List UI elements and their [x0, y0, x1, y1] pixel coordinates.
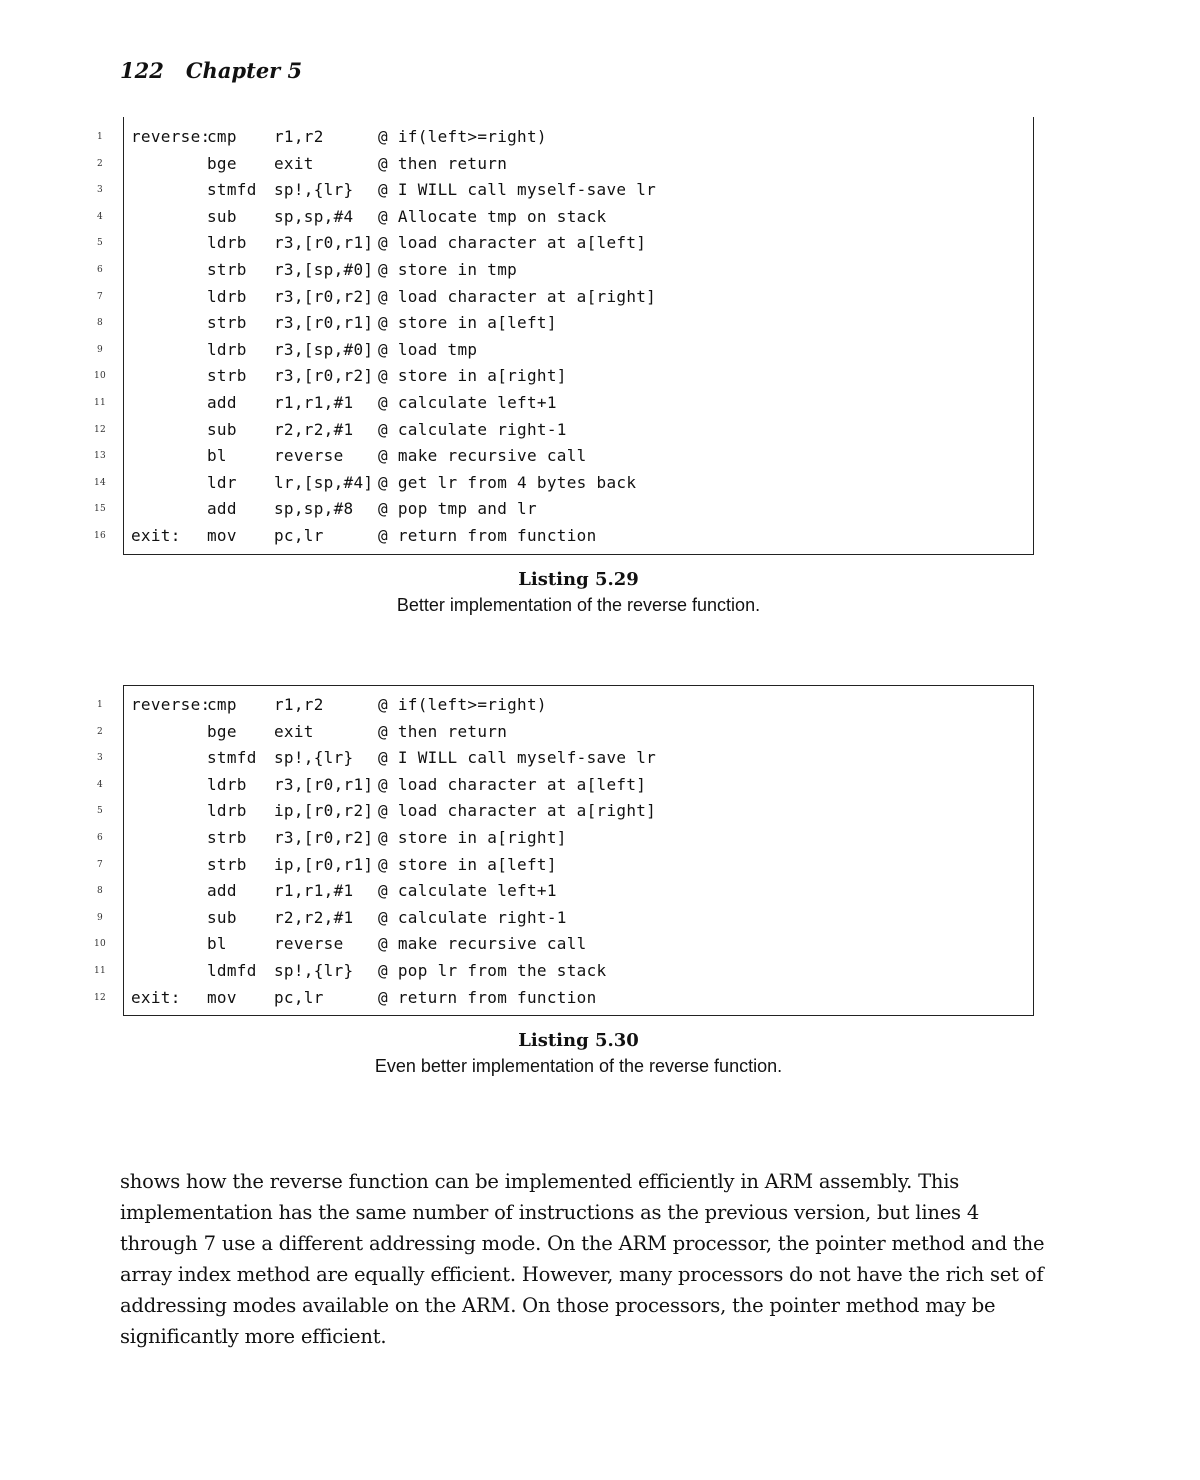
code-comment: @ Allocate tmp on stack	[378, 206, 607, 226]
code-opcode: mov	[207, 525, 237, 545]
code-comment: @ get lr from 4 bytes back	[378, 472, 637, 492]
code-operands: r3,[r0,r1]	[274, 313, 374, 333]
line-number: 7	[96, 859, 104, 870]
code-line	[96, 825, 1033, 852]
code-comment: @ pop lr from the stack	[378, 960, 607, 980]
code-operands: r1,r1,#1	[274, 881, 354, 901]
code-opcode: strb	[207, 854, 247, 874]
code-operands: r3,[sp,#0]	[274, 339, 374, 359]
line-number: 11	[93, 965, 107, 976]
code-opcode: strb	[207, 827, 247, 847]
code-operands: r3,[r0,r1]	[274, 774, 374, 794]
code-line	[96, 772, 1033, 799]
code-line	[96, 151, 1033, 178]
line-number: 8	[96, 886, 104, 897]
code-line	[96, 230, 1033, 257]
running-head	[120, 58, 302, 83]
code-opcode: sub	[207, 206, 237, 226]
code-opcode: bge	[207, 153, 237, 173]
code-comment: @ store in a[right]	[378, 827, 567, 847]
code-line	[96, 745, 1033, 772]
code-comment: @ then return	[378, 153, 508, 173]
caption-title: Listing 5.30	[518, 1030, 639, 1052]
line-number: 4	[96, 211, 104, 222]
code-line	[96, 878, 1033, 905]
code-line	[96, 310, 1033, 337]
code-comment: @ load tmp	[378, 339, 478, 359]
code-operands: reverse	[274, 934, 344, 954]
code-operands: sp,sp,#8	[274, 499, 354, 519]
code-opcode: stmfd	[207, 180, 257, 200]
code-listing	[90, 685, 1038, 1079]
code-comment: @ store in tmp	[378, 259, 518, 279]
line-number: 6	[96, 264, 104, 275]
code-line	[93, 496, 1033, 523]
code-opcode: ldrb	[207, 339, 247, 359]
code-operands: r3,[sp,#0]	[274, 259, 374, 279]
line-number: 15	[93, 504, 107, 515]
code-line	[93, 931, 1033, 958]
code-opcode: strb	[207, 366, 247, 386]
code-line	[96, 177, 1033, 204]
code-box	[93, 685, 1034, 1016]
code-line	[96, 798, 1033, 825]
code-operands: ip,[r0,r2]	[274, 801, 374, 821]
line-number: 3	[96, 185, 104, 196]
code-comment: @ then return	[378, 721, 508, 741]
code-comment: @ if(left>=right)	[378, 127, 547, 146]
code-comment: @ calculate left+1	[378, 392, 557, 412]
code-opcode: strb	[207, 259, 247, 279]
chapter-title: Chapter 5	[185, 58, 303, 83]
code-operands: r3,[r0,r2]	[274, 286, 374, 306]
code-operands: exit	[274, 153, 314, 173]
line-number: 7	[96, 291, 104, 302]
code-operands: exit	[274, 721, 314, 741]
code-operands: sp!,{lr}	[274, 960, 354, 980]
code-comment: @ calculate left+1	[378, 881, 557, 901]
line-number: 3	[96, 753, 104, 764]
code-comment: @ make recursive call	[378, 934, 587, 954]
code-opcode: bl	[207, 446, 227, 466]
code-label: exit:	[131, 987, 181, 1007]
line-number: 16	[93, 530, 107, 541]
code-line	[96, 284, 1033, 311]
line-number: 5	[96, 238, 104, 249]
line-number: 2	[96, 158, 104, 169]
code-opcode: ldmfd	[207, 960, 257, 980]
code-operands: ip,[r0,r1]	[274, 854, 374, 874]
line-number: 13	[93, 451, 107, 462]
code-opcode: strb	[207, 313, 247, 333]
code-opcode: ldrb	[207, 286, 247, 306]
line-number: 1	[96, 132, 104, 142]
code-operands: r1,r2	[274, 127, 324, 146]
code-opcode: sub	[207, 907, 237, 927]
code-opcode: add	[207, 881, 237, 901]
code-comment: @ store in a[left]	[378, 313, 557, 333]
code-opcode: ldrb	[207, 801, 247, 821]
caption-text: Even better implementation of the reverse function.	[374, 1056, 783, 1077]
code-operands: sp!,{lr}	[274, 180, 354, 200]
caption-title: Listing 5.29	[518, 568, 639, 590]
code-listing	[90, 117, 1038, 618]
code-opcode: bl	[207, 934, 227, 954]
code-operands: r1,r1,#1	[274, 392, 354, 412]
listing-caption	[123, 568, 1034, 618]
code-comment: @ I WILL call myself-save lr	[378, 180, 657, 200]
code-comment: @ load character at a[left]	[378, 774, 647, 794]
code-line	[96, 692, 1033, 719]
code-comment: @ make recursive call	[378, 446, 587, 466]
code-opcode: ldrb	[207, 774, 247, 794]
code-operands: r2,r2,#1	[274, 907, 354, 927]
code-line	[96, 905, 1033, 932]
line-number: 4	[96, 779, 104, 790]
code-line	[96, 124, 1033, 151]
code-line	[96, 204, 1033, 231]
caption-text: Better implementation of the reverse function.	[396, 594, 761, 615]
body-paragraph: shows how the reverse function can be implemented efficiently in ARM assembly. This implementation has the same number of instructions as the previous version, but lines 4 through 7 use a different addressing mode. On the ARM processor, the pointer method and the array index method are equally efficient. However, many processors do not have the rich set of addressing modes available on the ARM. On those processors, the pointer method may be significantly more efficient.	[120, 1170, 1045, 1348]
line-number: 1	[96, 700, 104, 710]
code-line	[93, 443, 1033, 470]
code-line	[93, 523, 1033, 550]
code-opcode: cmp	[207, 127, 237, 146]
code-opcode: add	[207, 499, 237, 519]
code-comment: @ calculate right-1	[378, 419, 567, 439]
code-comment: @ pop tmp and lr	[378, 499, 537, 519]
code-opcode: mov	[207, 987, 237, 1007]
page-number: 122	[120, 58, 164, 83]
code-label: reverse:	[131, 695, 211, 714]
code-line	[93, 390, 1033, 417]
line-number: 2	[96, 726, 104, 737]
code-comment: @ return from function	[378, 987, 597, 1007]
code-operands: pc,lr	[274, 525, 324, 545]
code-opcode: bge	[207, 721, 237, 741]
line-number: 10	[93, 939, 107, 950]
line-number: 8	[96, 318, 104, 329]
code-opcode: ldr	[207, 472, 237, 492]
line-number: 11	[93, 397, 107, 408]
code-line	[93, 985, 1033, 1012]
code-operands: r3,[r0,r2]	[274, 366, 374, 386]
code-operands: sp,sp,#4	[274, 206, 354, 226]
code-comment: @ I WILL call myself-save lr	[378, 748, 657, 768]
line-number: 5	[96, 806, 104, 817]
code-line	[93, 417, 1033, 444]
code-operands: pc,lr	[274, 987, 324, 1007]
line-number: 12	[93, 992, 107, 1003]
code-opcode: cmp	[207, 695, 237, 714]
line-number: 12	[93, 424, 107, 435]
code-line	[96, 257, 1033, 284]
code-line	[93, 470, 1033, 497]
code-comment: @ store in a[left]	[378, 854, 557, 874]
code-line	[93, 363, 1033, 390]
code-comment: @ return from function	[378, 525, 597, 545]
code-line	[96, 337, 1033, 364]
line-number: 9	[96, 912, 104, 923]
code-opcode: sub	[207, 419, 237, 439]
code-label: exit:	[131, 525, 181, 545]
line-number: 10	[93, 371, 107, 382]
code-opcode: add	[207, 392, 237, 412]
code-operands: r2,r2,#1	[274, 419, 354, 439]
line-number: 14	[93, 477, 107, 488]
code-operands: sp!,{lr}	[274, 748, 354, 768]
listing-caption	[123, 1029, 1034, 1079]
code-comment: @ store in a[right]	[378, 366, 567, 386]
code-comment: @ calculate right-1	[378, 907, 567, 927]
code-label: reverse:	[131, 127, 211, 146]
code-comment: @ load character at a[right]	[378, 286, 657, 306]
code-operands: r1,r2	[274, 695, 324, 714]
code-comment: @ load character at a[right]	[378, 801, 657, 821]
code-comment: @ load character at a[left]	[378, 233, 647, 253]
code-line	[93, 958, 1033, 985]
code-operands: r3,[r0,r2]	[274, 827, 374, 847]
line-number: 6	[96, 832, 104, 843]
code-opcode: stmfd	[207, 748, 257, 768]
line-number: 9	[96, 344, 104, 355]
code-line	[96, 852, 1033, 879]
code-operands: r3,[r0,r1]	[274, 233, 374, 253]
code-comment: @ if(left>=right)	[378, 695, 547, 714]
code-line	[96, 719, 1033, 746]
code-box	[93, 117, 1034, 555]
code-operands: lr,[sp,#4]	[274, 472, 374, 492]
code-operands: reverse	[274, 446, 344, 466]
code-opcode: ldrb	[207, 233, 247, 253]
